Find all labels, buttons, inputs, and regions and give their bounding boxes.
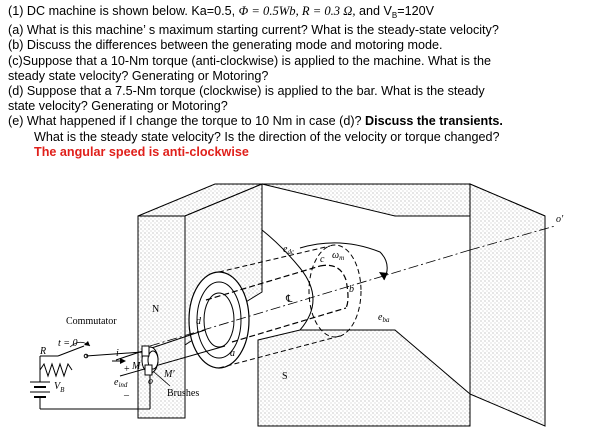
question-d-line1: (d) Suppose that a 7.5-Nm torque (clockwise) is applied to the bar. What is the steady (8, 84, 485, 99)
question-e-bold: Discuss the transients. (365, 114, 503, 129)
south-pole-label: S (282, 371, 288, 382)
point-b-label: b (349, 284, 354, 295)
edc-label: $e_{dc}$ (283, 244, 295, 256)
point-d-label: d (196, 316, 201, 327)
south-pole-block (258, 184, 545, 426)
m-label: M (132, 361, 141, 372)
battery-label: $V_B$ (54, 381, 65, 394)
resistor-symbol (40, 364, 72, 376)
o-label: o (148, 376, 153, 387)
commutator-label: Commutator (66, 316, 117, 327)
question-c-line1: (c)Suppose that a 10-Nm torque (anti-clockwise) is applied to the machine. What is the (8, 53, 491, 68)
current-label: i (116, 348, 119, 359)
header-vb-sub: B (391, 11, 398, 20)
external-circuit (30, 341, 150, 409)
eba-label: $e_{ba}$ (378, 312, 390, 324)
switch-label: t = 0 (58, 338, 78, 349)
brushes-label: Brushes (167, 388, 200, 399)
header-math: Φ = 0.5Wb, R = 0.3 Ω, (238, 4, 356, 18)
north-pole-label: N (152, 304, 160, 315)
header-vb-value: =120V (397, 4, 435, 18)
question-a: (a) What is this machine’ s maximum starting current? What is the steady-state velocity? (8, 23, 499, 38)
header-vb: and V (355, 4, 392, 18)
m-prime-label: M′ (164, 369, 175, 380)
question-e-plain: (e) What happened if I change the torque to 10 Nm in case (d)? (8, 114, 366, 129)
plus-sign: + (124, 364, 130, 375)
point-c-label: c (320, 254, 325, 265)
question-c-line2: steady state velocity? Generating or Motoring? (8, 68, 269, 83)
point-a-label: a (230, 348, 235, 359)
centerline-symbol: ℄ (286, 294, 293, 305)
question-d-line2: state velocity? Generating or Motoring? (8, 99, 228, 114)
question-e-line2: What is the steady state velocity? Is the direction of the velocity or torque changed? (34, 129, 500, 144)
minus-sign: – (124, 390, 129, 401)
omega-label: $\omega_m$ (332, 250, 345, 262)
header-prefix: (1) DC machine is shown below. Ka=0.5, (8, 4, 239, 18)
eind-label: $e_{ind}$ (114, 377, 128, 389)
o-prime-label: o′ (556, 214, 564, 225)
angular-speed-note: The angular speed is anti-clockwise (34, 144, 249, 159)
resistor-label: R (40, 346, 47, 357)
question-b: (b) Discuss the differences between the generating mode and motoring mode. (8, 38, 443, 53)
